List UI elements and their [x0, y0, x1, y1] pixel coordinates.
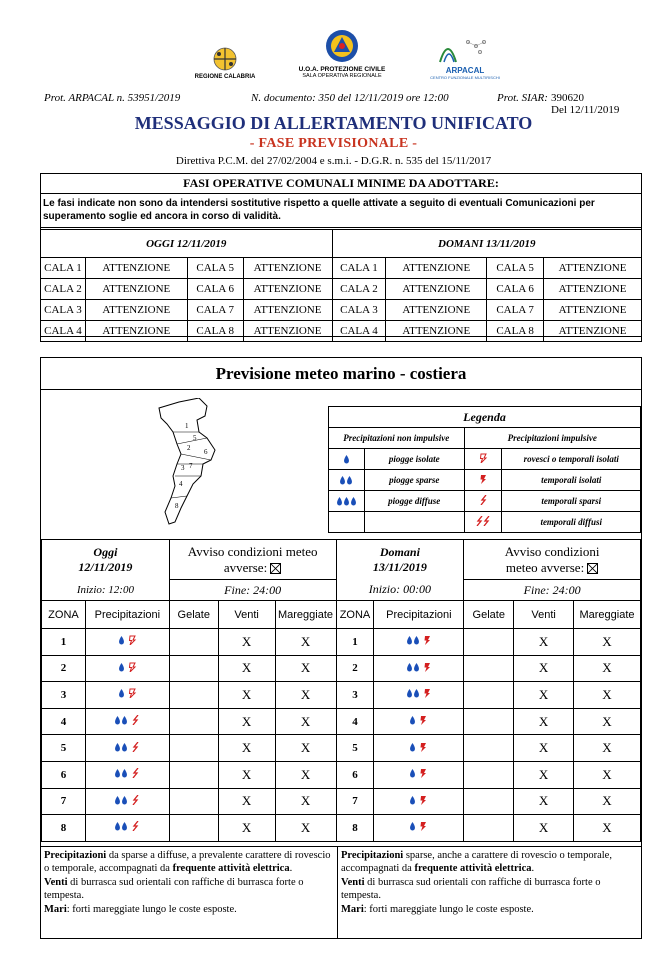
- fasi-today-title: OGGI 12/11/2019: [41, 230, 333, 258]
- mareggiate-cell: X: [275, 708, 336, 735]
- cala-name: CALA 5: [187, 258, 243, 279]
- rain-drop-icon: [406, 663, 413, 672]
- gelate-cell: [169, 815, 218, 842]
- checkbox-crossed-icon: [587, 563, 598, 574]
- cala-phase: ATTENZIONE: [386, 258, 487, 279]
- venti-cell: X: [218, 788, 275, 815]
- rain-drop-icon: [121, 796, 128, 805]
- mareggiate-cell: X: [574, 735, 641, 762]
- gelate-cell: [464, 815, 514, 842]
- rain-drop-icon: [121, 743, 128, 752]
- scattered-storm-icon: [479, 495, 488, 505]
- scattered-storm-icon: [131, 795, 140, 805]
- desc-today-mari-text: : forti mareggiate lungo le coste esposte.: [66, 903, 237, 915]
- rain-drop-icon: [406, 689, 413, 698]
- cala-phase: ATTENZIONE: [386, 300, 487, 321]
- rain-drop-icon: [121, 769, 128, 778]
- desc-tomorrow-precip-text: sparse, anche a carattere di rovescio o temporale, accompagnati da: [341, 850, 612, 875]
- today-fine: Fine: 24:00: [169, 580, 336, 601]
- rain-drop-icon: [339, 476, 346, 485]
- rain-drop-icon: [406, 636, 413, 645]
- cala-phase: ATTENZIONE: [243, 300, 332, 321]
- map-zone-label: 6: [204, 448, 208, 456]
- zone-number: 5: [42, 735, 86, 762]
- tomorrow-avviso: [464, 540, 641, 580]
- precipitation-cell: [374, 682, 464, 709]
- logos-bar: [0, 28, 667, 88]
- scattered-storm-icon: [131, 821, 140, 831]
- map-zone-label: 8: [175, 502, 179, 510]
- legend-icon-cell: [464, 470, 502, 491]
- column-header: Precipitazioni: [374, 601, 464, 629]
- cala-phase: ATTENZIONE: [544, 258, 642, 279]
- desc-tomorrow-venti-text: di burrasca sud orientali con raffiche di burrasca forte o tempesta.: [341, 876, 601, 902]
- forecast-row: [42, 788, 641, 815]
- gelate-cell: [464, 761, 514, 788]
- legend-icon-cell: [329, 491, 365, 512]
- legend-label: [364, 512, 464, 533]
- prot-siar-number: 390620: [551, 92, 584, 104]
- rain-drop-icon: [409, 743, 416, 752]
- venti-cell: X: [218, 815, 275, 842]
- forecast-row: [42, 735, 641, 762]
- cala-name: CALA 2: [41, 279, 86, 300]
- thunderstorm-icon: [423, 635, 432, 645]
- cala-name: CALA 7: [487, 300, 544, 321]
- gelate-cell: [169, 629, 218, 656]
- legend-label: temporali diffusi: [502, 512, 641, 533]
- cala-name: CALA 7: [187, 300, 243, 321]
- precipitation-cell: [85, 735, 169, 762]
- precipitation-cell: [85, 655, 169, 682]
- legend-icon-cell: [464, 491, 502, 512]
- mareggiate-cell: X: [275, 735, 336, 762]
- venti-cell: X: [218, 708, 275, 735]
- tomorrow-inizio: Inizio: 00:00: [336, 580, 464, 601]
- meteo-title: Previsione meteo marino - costiera: [41, 358, 641, 390]
- precipitation-cell: [374, 629, 464, 656]
- mareggiate-cell: X: [275, 682, 336, 709]
- desc-today-venti-text: di burrasca sud orientali con raffiche di burrasca forte o tempesta.: [44, 876, 304, 902]
- zone-number: 3: [336, 682, 374, 709]
- fasi-row: [41, 321, 642, 342]
- desc-today-precip-label: Precipitazioni: [44, 850, 107, 861]
- today-header: [42, 540, 170, 580]
- column-header: ZONA: [42, 601, 86, 629]
- zone-number: 6: [336, 761, 374, 788]
- zone-number: 2: [336, 655, 374, 682]
- legend-label: piogge isolate: [364, 449, 464, 470]
- cala-name: CALA 5: [487, 258, 544, 279]
- cala-phase: ATTENZIONE: [544, 279, 642, 300]
- protezione-civile-logo: [292, 28, 392, 79]
- rain-drop-icon: [413, 689, 420, 698]
- forecast-row: [42, 815, 641, 842]
- calabria-map: [149, 398, 259, 528]
- rain-drop-icon: [121, 822, 128, 831]
- tomorrow-avviso-line2: [464, 560, 640, 576]
- tomorrow-header: [336, 540, 464, 580]
- column-header: Mareggiate: [574, 601, 641, 629]
- forecast-table: [41, 539, 641, 842]
- precipitation-cell: [374, 655, 464, 682]
- zone-number: 8: [42, 815, 86, 842]
- forecast-row: [42, 682, 641, 709]
- rain-drop-icon: [346, 476, 353, 485]
- desc-today-venti-label: Venti: [44, 876, 68, 888]
- precipitation-cell: [374, 735, 464, 762]
- mareggiate-cell: X: [275, 761, 336, 788]
- zone-number: 1: [42, 629, 86, 656]
- fasi-operative-box: [40, 173, 642, 337]
- prot-arpacal: Prot. ARPACAL n. 53951/2019: [44, 92, 181, 104]
- column-header: Mareggiate: [275, 601, 336, 629]
- cala-name: CALA 3: [332, 300, 386, 321]
- precipitation-cell: [374, 708, 464, 735]
- cala-name: CALA 3: [41, 300, 86, 321]
- cala-phase: ATTENZIONE: [544, 300, 642, 321]
- legend-table: [328, 406, 641, 533]
- mareggiate-cell: X: [275, 655, 336, 682]
- zone-number: 5: [336, 735, 374, 762]
- legend-row: [329, 491, 641, 512]
- cala-phase: ATTENZIONE: [386, 279, 487, 300]
- rain-drop-icon: [114, 796, 121, 805]
- legend-icon-cell: [464, 512, 502, 533]
- venti-cell: X: [218, 682, 275, 709]
- prot-siar-date: Del 12/11/2019: [551, 104, 620, 116]
- zone-number: 7: [336, 788, 374, 815]
- column-header: Venti: [218, 601, 275, 629]
- legend-label: piogge sparse: [364, 470, 464, 491]
- cala-name: CALA 6: [487, 279, 544, 300]
- tomorrow-fine: Fine: 24:00: [464, 580, 641, 601]
- column-header: Venti: [514, 601, 574, 629]
- legend-label: piogge diffuse: [364, 491, 464, 512]
- rain-drop-icon: [343, 497, 350, 506]
- fasi-header: FASI OPERATIVE COMUNALI MINIME DA ADOTTARE:: [41, 174, 641, 194]
- rain-drop-icon: [118, 689, 125, 698]
- zone-number: 4: [336, 708, 374, 735]
- fasi-row: [41, 300, 642, 321]
- desc-today-mari-label: Mari: [44, 903, 67, 915]
- regione-calabria-logo: [190, 46, 260, 80]
- rain-drop-icon: [409, 796, 416, 805]
- rain-drop-icon: [413, 663, 420, 672]
- page-title: MESSAGGIO DI ALLERTAMENTO UNIFICATO: [134, 113, 533, 133]
- precipitation-cell: [85, 788, 169, 815]
- scattered-storm-icon: [131, 715, 140, 725]
- legend-icon-cell: [464, 449, 502, 470]
- venti-cell: X: [218, 761, 275, 788]
- rain-drop-icon: [343, 455, 350, 464]
- legend-row: [329, 470, 641, 491]
- gelate-cell: [169, 788, 218, 815]
- thunderstorm-icon: [419, 821, 428, 831]
- cala-name: CALA 1: [41, 258, 86, 279]
- mareggiate-cell: X: [574, 682, 641, 709]
- precipitation-cell: [85, 761, 169, 788]
- desc-tomorrow-precip-end: .: [531, 863, 535, 875]
- checkbox-crossed-icon: [270, 563, 281, 574]
- thunderstorm-icon: [419, 742, 428, 752]
- tomorrow-avviso-label-2: meteo avverse:: [505, 559, 585, 575]
- cala-phase: ATTENZIONE: [243, 321, 332, 342]
- pc-logo-line1: U.O.A. PROTEZIONE CIVILE: [298, 66, 386, 73]
- legend-label: temporali sparsi: [502, 491, 641, 512]
- fasi-table: [40, 229, 642, 342]
- cala-name: CALA 1: [332, 258, 386, 279]
- today-label: Oggi: [93, 544, 118, 559]
- tomorrow-description: [338, 846, 641, 938]
- cala-phase: ATTENZIONE: [386, 321, 487, 342]
- cala-name: CALA 2: [332, 279, 386, 300]
- arpacal-logo-sub: CENTRO FUNZIONALE MULTIRISCHI: [430, 75, 500, 80]
- rain-drop-icon: [118, 636, 125, 645]
- precipitation-cell: [85, 682, 169, 709]
- column-header: ZONA: [336, 601, 374, 629]
- today-date: 12/11/2019: [78, 559, 133, 574]
- legend-icon-cell: [329, 449, 365, 470]
- mareggiate-cell: X: [574, 708, 641, 735]
- scattered-storm-icon: [131, 742, 140, 752]
- desc-tomorrow-mari-label: Mari: [341, 903, 364, 915]
- rain-drop-icon: [114, 822, 121, 831]
- desc-today-precip-end: .: [289, 863, 293, 875]
- rain-drop-icon: [413, 636, 420, 645]
- cala-phase: ATTENZIONE: [544, 321, 642, 342]
- today-avviso-label: Avviso condizioni meteo avverse:: [187, 543, 318, 575]
- rain-drop-icon: [336, 497, 343, 506]
- documento-number: N. documento: 350 del 12/11/2019 ore 12:00: [251, 92, 449, 104]
- map-zone-label: 1: [185, 422, 189, 430]
- arpacal-logo-text: ARPACAL: [445, 66, 485, 75]
- venti-cell: X: [514, 682, 574, 709]
- column-header: Gelate: [464, 601, 514, 629]
- zone-number: 3: [42, 682, 86, 709]
- fasi-row: [41, 279, 642, 300]
- precipitation-cell: [85, 815, 169, 842]
- mareggiate-cell: X: [574, 629, 641, 656]
- cala-phase: ATTENZIONE: [85, 279, 187, 300]
- thunderstorm-icon: [423, 662, 432, 672]
- venti-cell: X: [514, 708, 574, 735]
- venti-cell: X: [514, 815, 574, 842]
- rain-drop-icon: [409, 769, 416, 778]
- rain-drop-icon: [114, 769, 121, 778]
- gelate-cell: [169, 735, 218, 762]
- desc-today-precip-text: da sparse a diffuse, a prevalente carattere di rovescio o temporale, accompagnati da: [44, 850, 331, 875]
- cala-name: CALA 8: [487, 321, 544, 342]
- calabria-logo-text: REGIONE CALABRIA: [194, 74, 256, 80]
- tomorrow-date: 13/11/2019: [372, 559, 427, 574]
- gelate-cell: [169, 655, 218, 682]
- forecast-row: [42, 708, 641, 735]
- shower-storm-icon: [128, 662, 137, 672]
- venti-cell: X: [218, 655, 275, 682]
- scattered-storm-icon: [131, 768, 140, 778]
- tomorrow-label: Domani: [379, 544, 420, 559]
- thunderstorm-icon: [419, 768, 428, 778]
- protezione-civile-emblem-icon: [322, 28, 362, 64]
- shower-storm-icon: [479, 453, 488, 463]
- diffuse-storm-icon: [475, 516, 491, 526]
- map-zone-label: 3: [181, 464, 185, 472]
- calabria-shield-icon: [205, 46, 245, 72]
- mareggiate-cell: X: [574, 788, 641, 815]
- venti-cell: X: [218, 629, 275, 656]
- legend-label: temporali isolati: [502, 470, 641, 491]
- map-zone-label: 7: [189, 462, 193, 470]
- shower-storm-icon: [128, 635, 137, 645]
- rain-drop-icon: [409, 716, 416, 725]
- venti-cell: X: [514, 788, 574, 815]
- venti-cell: X: [514, 761, 574, 788]
- page-subtitle: - FASE PREVISIONALE -: [249, 136, 418, 151]
- mareggiate-cell: X: [275, 815, 336, 842]
- venti-cell: X: [218, 735, 275, 762]
- arpacal-logo: [420, 34, 510, 80]
- precipitation-cell: [374, 815, 464, 842]
- precipitation-cell: [85, 708, 169, 735]
- map-zone-label: 5: [193, 434, 197, 442]
- cala-phase: ATTENZIONE: [85, 258, 187, 279]
- cala-phase: ATTENZIONE: [243, 279, 332, 300]
- zone-number: 2: [42, 655, 86, 682]
- gelate-cell: [464, 788, 514, 815]
- gelate-cell: [169, 761, 218, 788]
- rain-drop-icon: [114, 743, 121, 752]
- cala-phase: ATTENZIONE: [243, 258, 332, 279]
- forecast-row: [42, 655, 641, 682]
- mareggiate-cell: X: [574, 655, 641, 682]
- gelate-cell: [464, 682, 514, 709]
- gelate-cell: [464, 655, 514, 682]
- gelate-cell: [464, 629, 514, 656]
- directive-text: Direttiva P.C.M. del 27/02/2004 e s.m.i. - D.G.R. n. 535 del 15/11/2017: [175, 155, 492, 167]
- zone-number: 8: [336, 815, 374, 842]
- legend-icon-cell: [329, 470, 365, 491]
- legend-row: [329, 449, 641, 470]
- pc-logo-line2: SALA OPERATIVA REGIONALE: [302, 73, 382, 79]
- mareggiate-cell: X: [275, 629, 336, 656]
- thunderstorm-icon: [479, 474, 488, 484]
- today-avviso: [169, 540, 336, 580]
- cala-phase: ATTENZIONE: [85, 300, 187, 321]
- meteo-box: [40, 357, 642, 939]
- thunderstorm-icon: [419, 715, 428, 725]
- cala-name: CALA 4: [41, 321, 86, 342]
- map-zone-label: 2: [187, 444, 191, 452]
- mareggiate-cell: X: [574, 815, 641, 842]
- gelate-cell: [169, 708, 218, 735]
- legend-col1: Precipitazioni non impulsive: [329, 428, 465, 449]
- cala-name: CALA 8: [187, 321, 243, 342]
- venti-cell: X: [514, 655, 574, 682]
- gelate-cell: [464, 708, 514, 735]
- desc-tomorrow-precip-label: Precipitazioni: [341, 850, 404, 861]
- fasi-tomorrow-title: DOMANI 13/11/2019: [332, 230, 641, 258]
- shower-storm-icon: [128, 688, 137, 698]
- zone-number: 7: [42, 788, 86, 815]
- gelate-cell: [464, 735, 514, 762]
- zone-number: 6: [42, 761, 86, 788]
- cala-phase: ATTENZIONE: [85, 321, 187, 342]
- rain-drop-icon: [350, 497, 357, 506]
- forecast-row: [42, 629, 641, 656]
- today-inizio: Inizio: 12:00: [42, 580, 170, 601]
- arpacal-mark-icon: [430, 34, 500, 64]
- precipitation-cell: [374, 788, 464, 815]
- rain-drop-icon: [121, 716, 128, 725]
- zone-number: 1: [336, 629, 374, 656]
- legend-col2: Precipitazioni impulsive: [464, 428, 640, 449]
- zone-number: 4: [42, 708, 86, 735]
- mareggiate-cell: X: [275, 788, 336, 815]
- desc-tomorrow-mari-text: : forti mareggiate lungo le coste esposte.: [363, 903, 534, 915]
- fasi-row: [41, 258, 642, 279]
- prot-siar-label: Prot. SIAR:: [497, 92, 548, 104]
- today-description: [41, 846, 338, 938]
- legend-row: [329, 512, 641, 533]
- gelate-cell: [169, 682, 218, 709]
- legend-title: Legenda: [329, 407, 641, 428]
- map-zone-label: 4: [179, 480, 183, 488]
- rain-drop-icon: [114, 716, 121, 725]
- venti-cell: X: [514, 735, 574, 762]
- column-header: Precipitazioni: [85, 601, 169, 629]
- precipitation-cell: [374, 761, 464, 788]
- desc-tomorrow-precip-bold: frequente attività elettrica: [414, 863, 532, 875]
- thunderstorm-icon: [423, 688, 432, 698]
- mareggiate-cell: X: [574, 761, 641, 788]
- legend-label: rovesci o temporali isolati: [502, 449, 641, 470]
- venti-cell: X: [514, 629, 574, 656]
- forecast-row: [42, 761, 641, 788]
- rain-drop-icon: [409, 822, 416, 831]
- fasi-note: Le fasi indicate non sono da intendersi sostitutive rispetto a quelle attivate a seguito di eventuali Comunicazioni per superamento soglie ed ancora in corso di validità.: [41, 194, 641, 228]
- tomorrow-avviso-label-1: Avviso condizioni: [504, 543, 600, 559]
- cala-name: CALA 6: [187, 279, 243, 300]
- desc-today-precip-bold: frequente attività elettrica: [172, 863, 290, 875]
- desc-tomorrow-venti-label: Venti: [341, 876, 365, 888]
- legend-icon-cell: [329, 512, 365, 533]
- precipitation-cell: [85, 629, 169, 656]
- column-header: Gelate: [169, 601, 218, 629]
- cala-name: CALA 4: [332, 321, 386, 342]
- thunderstorm-icon: [419, 795, 428, 805]
- rain-drop-icon: [118, 663, 125, 672]
